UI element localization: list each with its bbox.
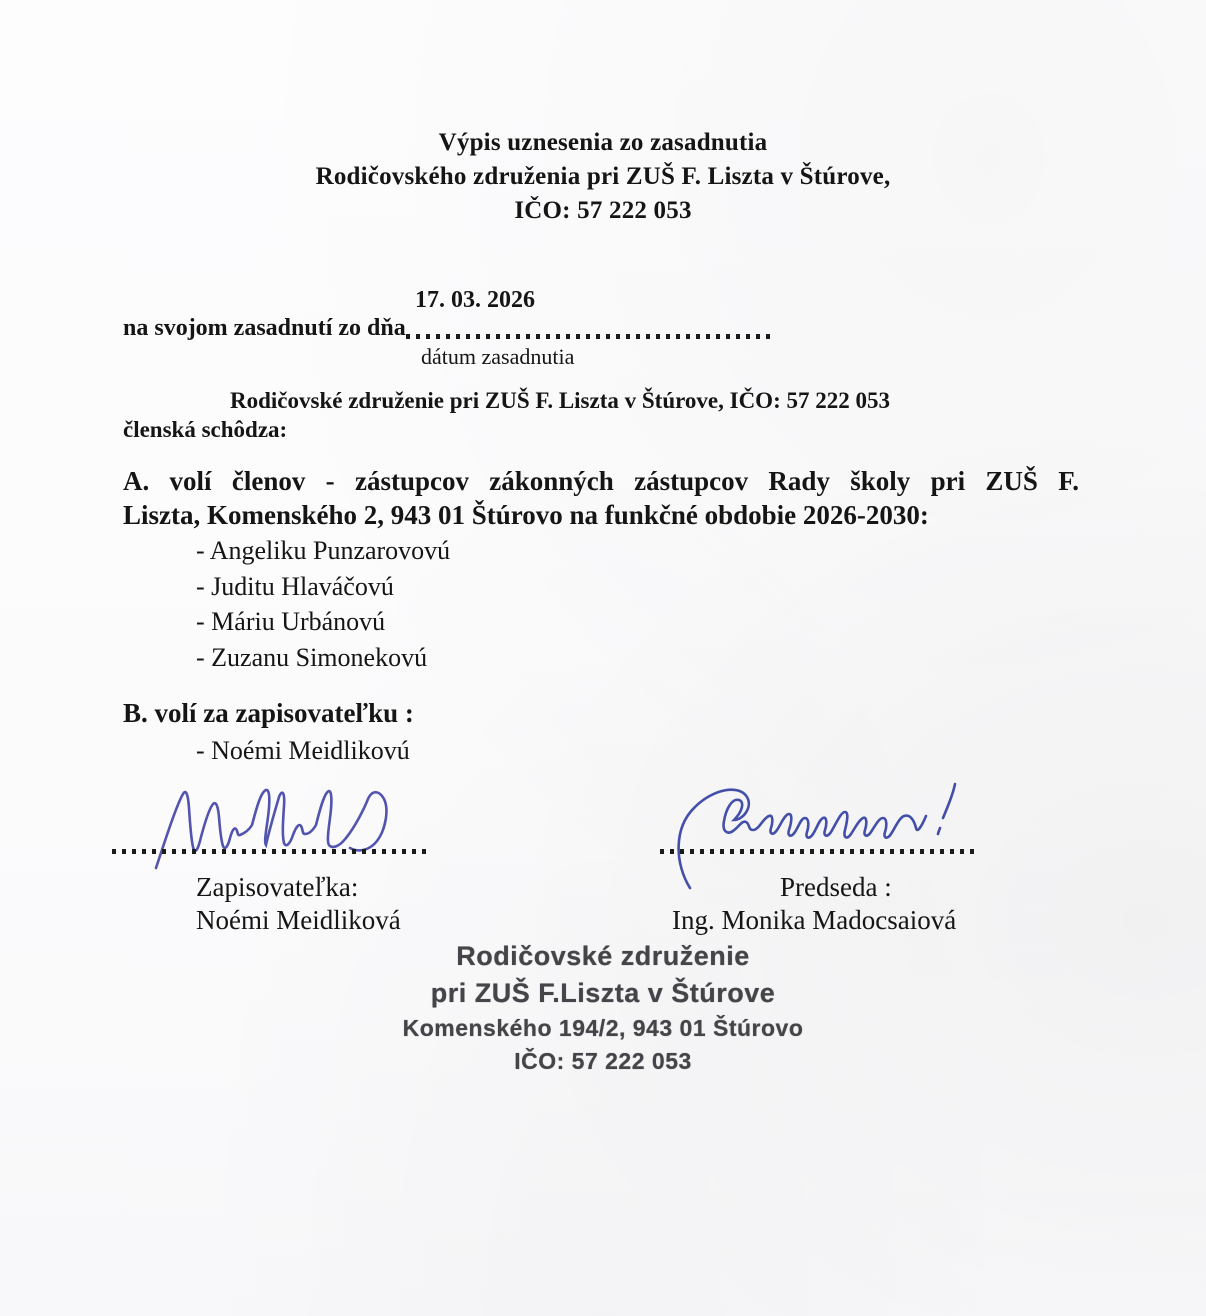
elected-member-item: - Zuzanu Simonekovú	[196, 642, 428, 672]
meeting-date-line	[123, 315, 773, 342]
title-line-3: IČO: 57 222 053	[514, 197, 692, 224]
elected-member-item: - Angeliku Punzarovovú	[196, 536, 451, 565]
stamp-line-1: Rodičovské združenie	[456, 941, 750, 971]
stamp-line-2: pri ZUŠ F.Liszta v Štúrove	[430, 978, 776, 1008]
document-title	[0, 126, 1206, 228]
organisation-line: Rodičovské združenie pri ZUŠ F. Liszta v Štúrove, IČO: 57 222 053	[230, 388, 890, 413]
section-b-list	[196, 736, 410, 766]
recorder-item: - Noémi Meidlikovú	[196, 736, 410, 765]
title-line-1: Výpis uznesenia zo zasadnutia	[438, 129, 768, 156]
elected-member-item: - Juditu Hlaváčovú	[196, 571, 394, 601]
signature-line-left	[112, 849, 432, 854]
signature-name-right: Ing. Monika Madocsaiová	[672, 905, 957, 935]
meeting-date-label: na svojom zasadnutí zo dňa	[123, 315, 406, 341]
elected-member-item: - Máriu Urbánovú	[196, 607, 386, 636]
date-caption: dátum zasadnutia	[421, 344, 575, 369]
title-line-2: Rodičovského združenia pri ZUŠ F. Liszta v Štúrove,	[315, 163, 891, 190]
organisation-stamp	[363, 938, 843, 1078]
handwritten-signature-left	[150, 786, 430, 878]
signature-role-left: Zapisovateľka:	[196, 872, 359, 902]
section-b-heading: B. volí za zapisovateľku :	[123, 698, 414, 728]
section-a-heading-line1: A. volí členov - zástupcov zákonných zástupcov Rady školy pri ZUŠ F.	[123, 466, 1079, 496]
section-a-heading-line2: Liszta, Komenského 2, 943 01 Štúrovo na funkčné obdobie 2026-2030:	[123, 500, 929, 530]
signature-name-left: Noémi Meidliková	[196, 905, 401, 935]
stamp-line-4: IČO: 57 222 053	[514, 1048, 692, 1074]
signature-line-right	[660, 849, 975, 854]
stamp-line-3: Komenského 194/2, 943 01 Štúrovo	[402, 1015, 804, 1041]
session-type: členská schôdza:	[123, 417, 288, 442]
signature-role-right: Predseda :	[780, 872, 892, 902]
section-a-list	[196, 533, 450, 675]
dotted-leader	[406, 334, 773, 339]
meeting-date-value: 17. 03. 2026	[415, 287, 535, 313]
section-a-heading	[123, 464, 1079, 532]
